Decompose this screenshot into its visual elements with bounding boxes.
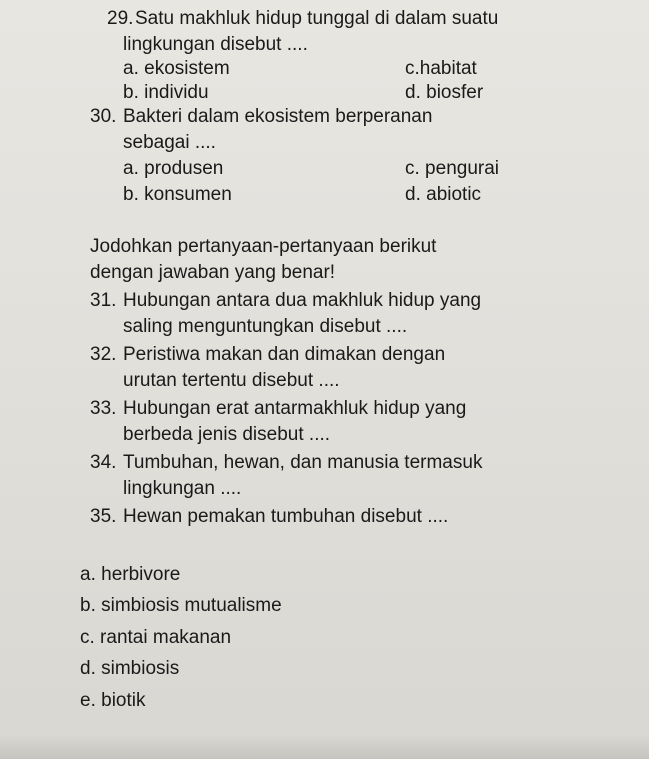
instruction-line1: Jodohkan pertanyaan-pertanyaan berikut xyxy=(90,236,437,257)
q30-option-c: c. pengurai xyxy=(405,158,500,179)
q30-number: 30. xyxy=(90,106,117,127)
answer-a: a. herbivore xyxy=(80,564,181,585)
q31-text-line2: saling menguntungkan disebut .... xyxy=(123,316,408,337)
q34-text-line2: lingkungan .... xyxy=(123,478,242,499)
q29-text-line2: lingkungan disebut .... xyxy=(123,34,308,55)
instruction-line2: dengan jawaban yang benar! xyxy=(90,262,336,283)
q29-number: 29. xyxy=(107,8,134,29)
q31-text-line1: Hubungan antara dua makhluk hidup yang xyxy=(123,290,482,311)
q34-number: 34. xyxy=(90,452,117,473)
q29-text-line1: Satu makhluk hidup tunggal di dalam suatu xyxy=(135,8,499,29)
q34-text-line1: Tumbuhan, hewan, dan manusia termasuk xyxy=(123,452,483,473)
q29-option-d: d. biosfer xyxy=(405,82,484,103)
q30-text-line2: sebagai .... xyxy=(123,132,216,153)
answer-d: d. simbiosis xyxy=(80,658,180,679)
q30-option-d: d. abiotic xyxy=(405,184,482,205)
page-bottom-shadow xyxy=(0,735,649,759)
q35-text-line1: Hewan pemakan tumbuhan disebut .... xyxy=(123,506,449,527)
q29-option-b: b. individu xyxy=(123,82,209,103)
answer-b: b. simbiosis mutualisme xyxy=(80,595,282,616)
q29-option-c: c.habitat xyxy=(405,58,477,79)
q33-text-line1: Hubungan erat antarmakhluk hidup yang xyxy=(123,398,467,419)
q30-option-a: a. produsen xyxy=(123,158,224,179)
q33-text-line2: berbeda jenis disebut .... xyxy=(123,424,331,445)
q31-number: 31. xyxy=(90,290,117,311)
q30-option-b: b. konsumen xyxy=(123,184,232,205)
q33-number: 33. xyxy=(90,398,117,419)
q32-number: 32. xyxy=(90,344,117,365)
q35-number: 35. xyxy=(90,506,117,527)
q29-option-a: a. ekosistem xyxy=(123,58,230,79)
answer-e: e. biotik xyxy=(80,690,146,711)
q32-text-line2: urutan tertentu disebut .... xyxy=(123,370,340,391)
q32-text-line1: Peristiwa makan dan dimakan dengan xyxy=(123,344,446,365)
answer-c: c. rantai makanan xyxy=(80,627,232,648)
q30-text-line1: Bakteri dalam ekosistem berperanan xyxy=(123,106,433,127)
